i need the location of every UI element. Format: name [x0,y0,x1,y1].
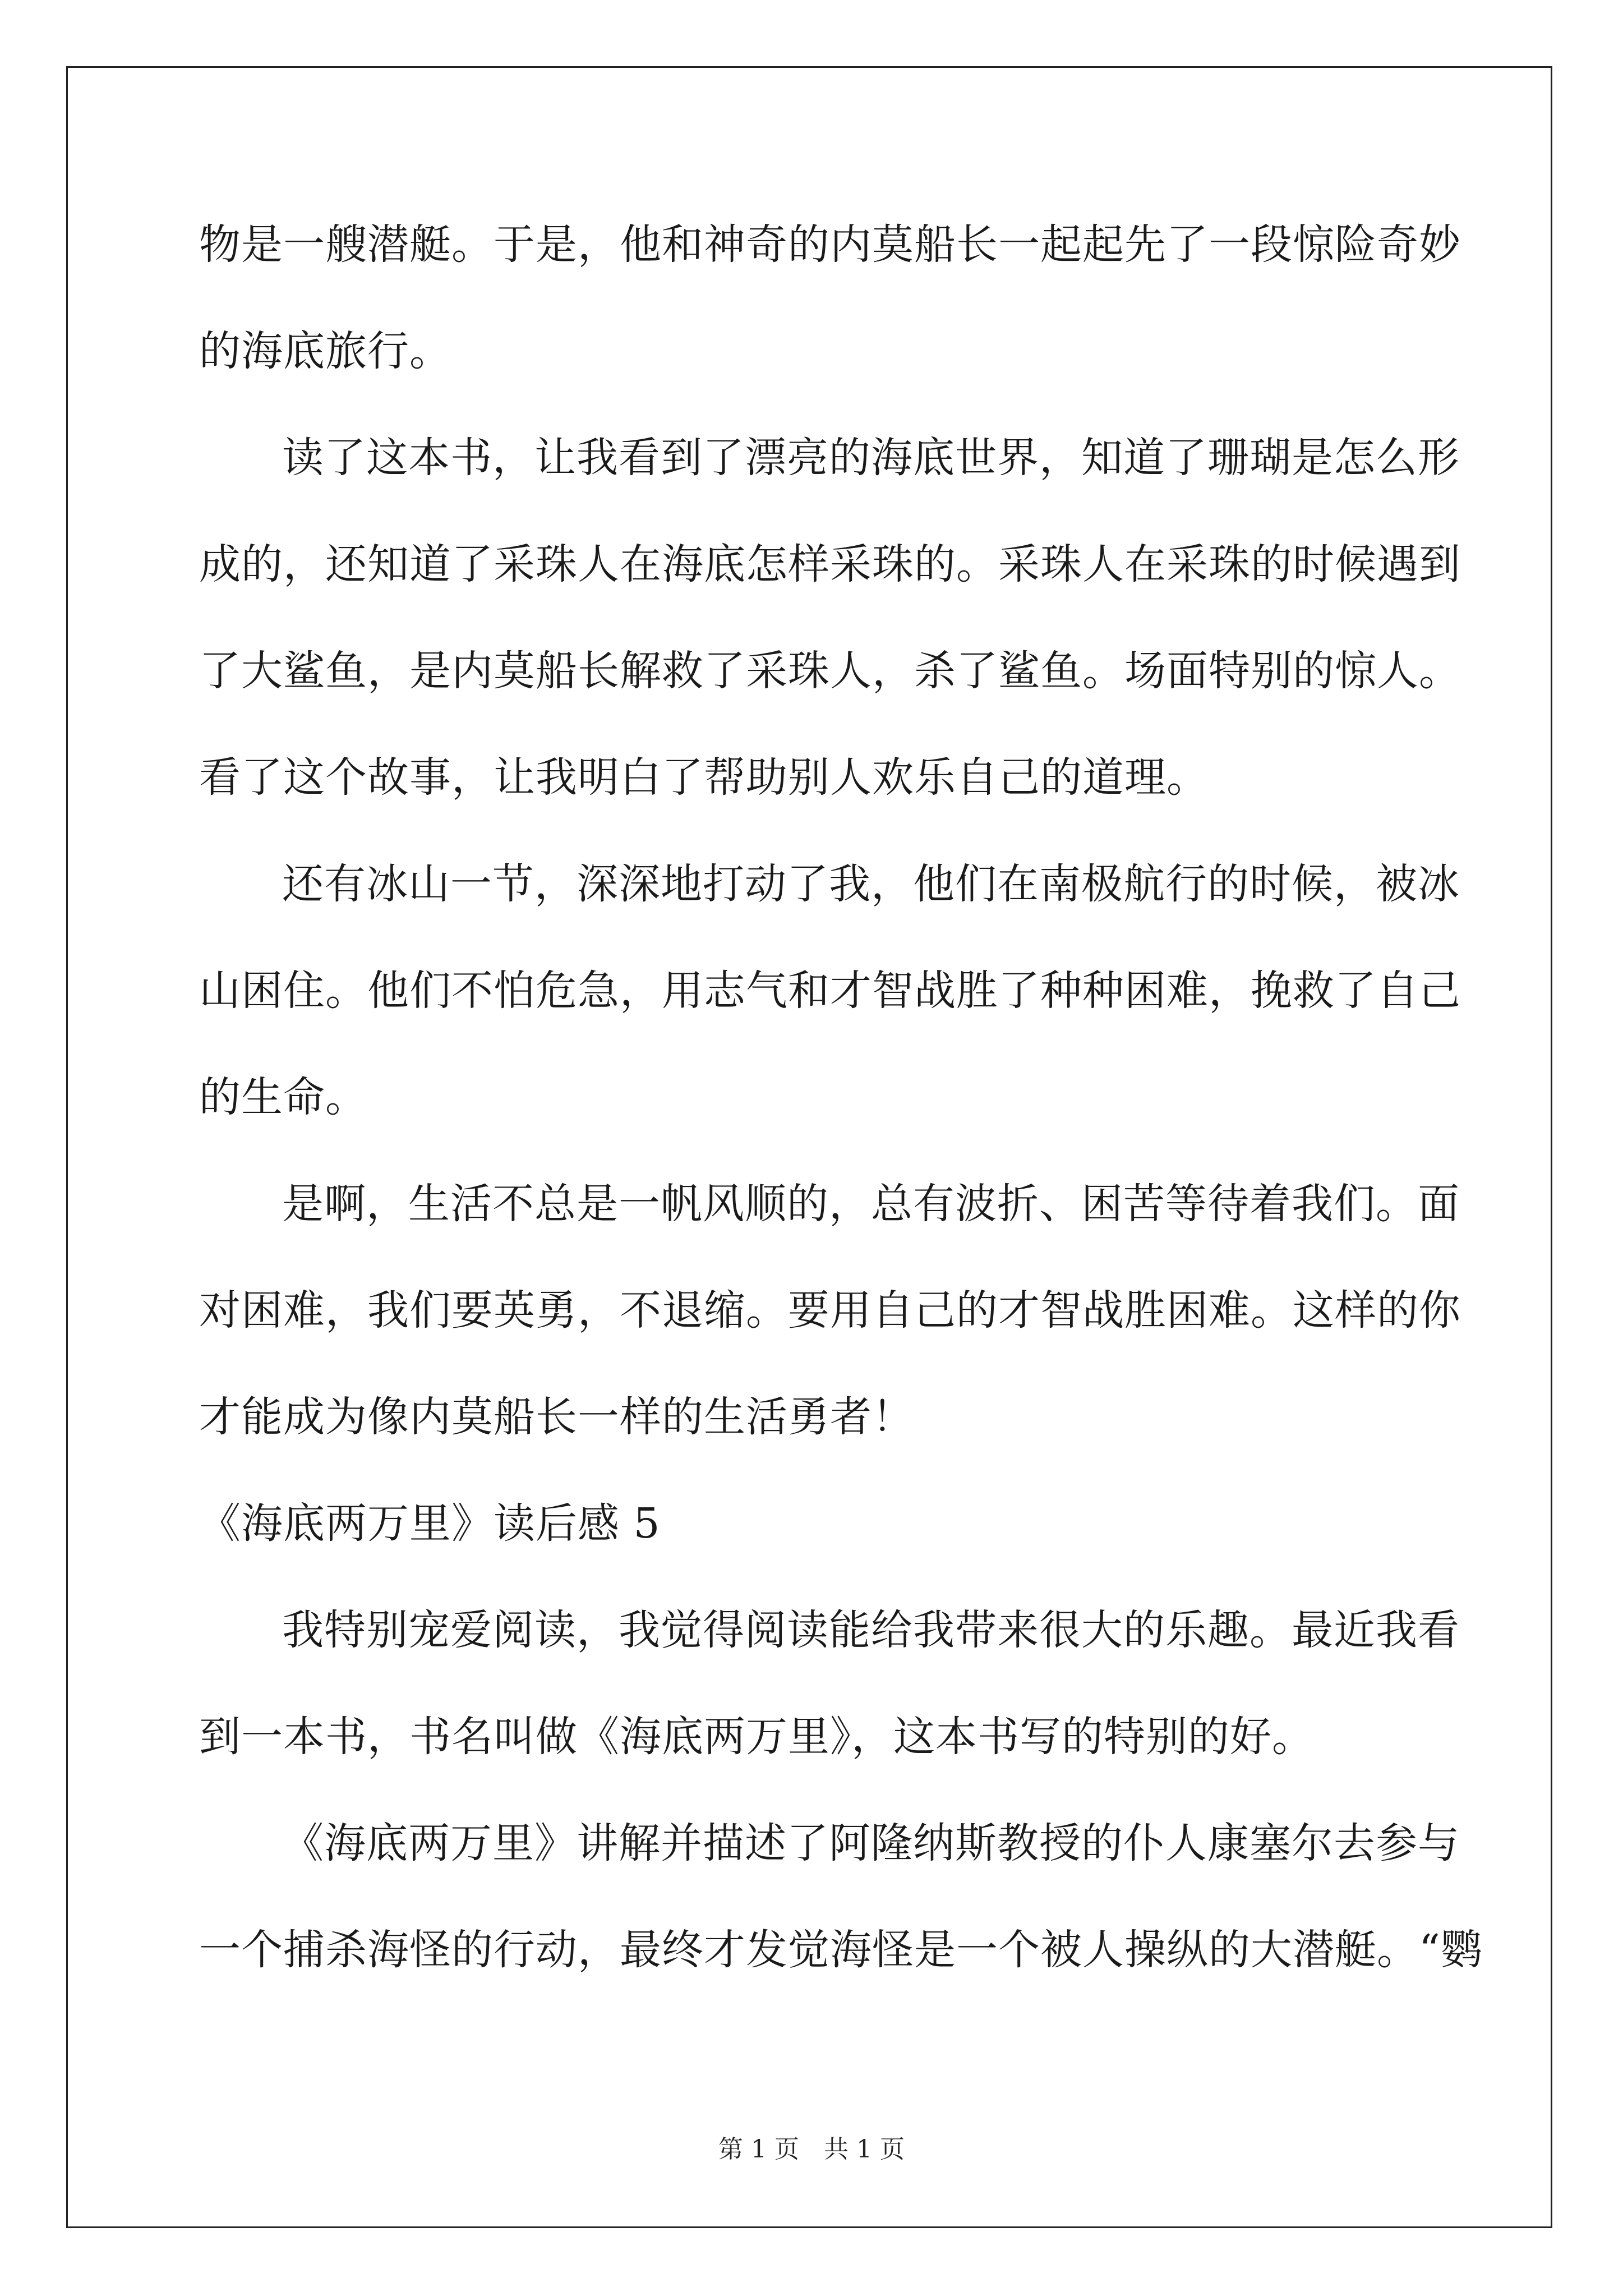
body-line-12: 才能成为像内莫船长一样的生活勇者！ [199,1393,914,1441]
body-line-17: 一个捕杀海怪的行动，最终才发觉海怪是一个被人操纵的大潜艇。“鹦 [199,1926,1483,1974]
page-number: 第 1 页 [718,2135,799,2164]
body-line-2: 的海底旅行。 [199,327,451,375]
body-line-14: 我特别宠爱阅读，我觉得阅读能给我带来很大的乐趣。最近我看 [282,1606,1460,1654]
page-footer [0,2133,1623,2166]
body-line-5: 了大鲨鱼，是内莫船长解救了采珠人，杀了鲨鱼。场面特别的惊人。 [199,647,1461,695]
body-line-6: 看了这个故事，让我明白了帮助别人欢乐自己的道理。 [199,753,1209,802]
body-line-1: 物是一艘潜艇。于是，他和神奇的内莫船长一起起先了一段惊险奇妙 [199,220,1461,269]
body-line-11: 对困难，我们要英勇，不退缩。要用自己的才智战胜困难。这样的你 [199,1286,1461,1335]
body-line-8: 山困住。他们不怕危急，用志气和才智战胜了种种困难，挽救了自己 [199,967,1461,1015]
section-heading: 《海底两万里》读后感 5 [199,1499,661,1548]
body-line-3: 读了这本书，让我看到了漂亮的海底世界，知道了珊瑚是怎么形 [282,434,1460,482]
body-line-9: 的生命。 [199,1073,367,1121]
body-line-7: 还有冰山一节，深深地打动了我，他们在南极航行的时候，被冰 [282,860,1460,908]
page-total: 共 1 页 [824,2135,905,2164]
body-line-15: 到一本书，书名叫做《海底两万里》，这本书写的特别的好。 [199,1713,1314,1761]
document-body [199,218,1483,2030]
body-line-16: 《海底两万里》讲解并描述了阿隆纳斯教授的仆人康塞尔去参与 [282,1819,1460,1867]
body-line-10: 是啊，生活不总是一帆风顺的，总有波折、困苦等待着我们。面 [282,1180,1460,1228]
body-line-4: 成的，还知道了采珠人在海底怎样采珠的。采珠人在采珠的时候遇到 [199,540,1461,588]
